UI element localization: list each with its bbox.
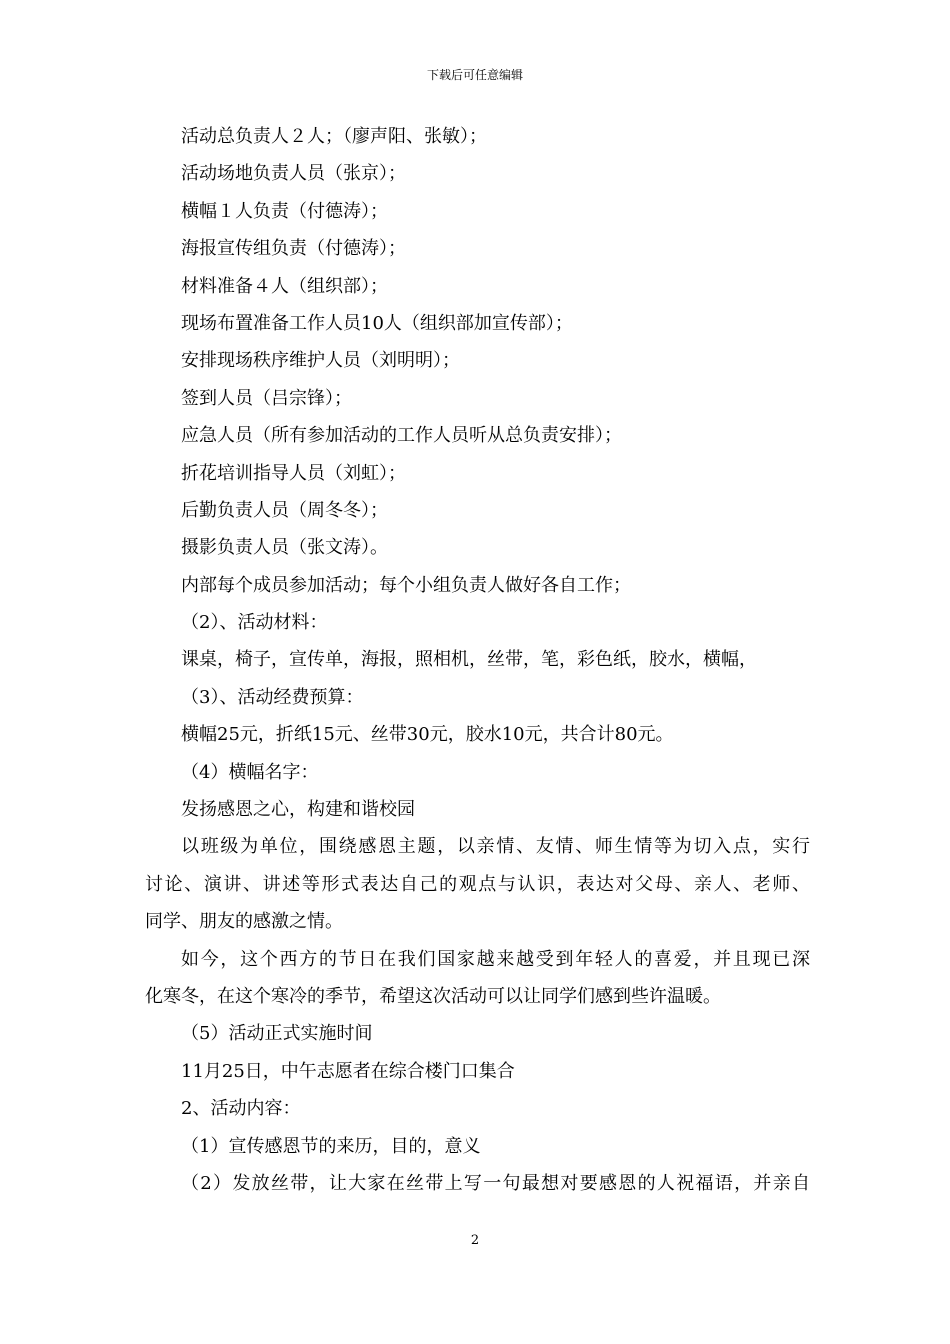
text-line: 活动总负责人２人；（廖声阳、张敏）；	[181, 126, 487, 147]
text-line: 海报宣传组负责（付德涛）；	[181, 238, 406, 260]
section-heading: （5）活动正式实施时间	[181, 1023, 373, 1045]
paragraph-line: 同学、朋友的感激之情。	[145, 911, 343, 933]
page-number: 2	[470, 1233, 480, 1248]
text-line: 活动场地负责人员（张京）；	[181, 163, 406, 185]
text-line: 发扬感恩之心，构建和谐校园	[181, 799, 415, 821]
paragraph-line: 以班级为单位，围绕感恩主题，以亲情、友情、师生情等为切入点，实行	[181, 836, 810, 858]
text-line: 应急人员（所有参加活动的工作人员听从总负责安排）；	[181, 425, 622, 447]
text-line: 横幅25元，折纸15元、丝带30元，胶水10元，共合计80元。	[181, 724, 674, 746]
text-line: 安排现场秩序维护人员（刘明明）；	[181, 350, 460, 372]
paragraph-line: 如今，这个西方的节日在我们国家越来越受到年轻人的喜爱，并且现已深	[181, 948, 810, 970]
paragraph-line: 化寒冬，在这个寒冷的季节，希望这次活动可以让同学们感到些许温暖。	[145, 985, 721, 1007]
document-body	[145, 118, 810, 1202]
paragraph-line: （2）发放丝带，让大家在丝带上写一句最想对要感恩的人祝福语，并亲自	[181, 1172, 810, 1194]
text-line: （1）宣传感恩节的来历，目的，意义	[181, 1135, 481, 1157]
section-heading: （4）横幅名字：	[181, 761, 319, 783]
section-heading: （2）、活动材料：	[181, 612, 328, 634]
text-line: 课桌，椅子，宣传单，海报，照相机，丝带，笔，彩色纸，胶水，横幅，	[181, 649, 757, 671]
text-line: 签到人员（吕宗锋）；	[181, 387, 352, 409]
text-line: 11月25日，中午志愿者在综合楼门口集合	[181, 1060, 515, 1082]
page-header: 下载后可任意编辑	[426, 68, 523, 82]
text-line: 后勤负责人员（周冬冬）；	[181, 499, 388, 521]
section-heading: 2、活动内容：	[181, 1098, 301, 1120]
text-line: 折花培训指导人员（刘虹）；	[181, 462, 406, 484]
text-line: 现场布置准备工作人员10人（组织部加宣传部）；	[181, 312, 573, 334]
text-line: 横幅１人负责（付德涛）；	[181, 200, 388, 222]
text-line: 内部每个成员参加活动；每个小组负责人做好各自工作；	[181, 574, 631, 596]
paragraph-line: 讨论、演讲、讲述等形式表达自己的观点与认识，表达对父母、亲人、老师、	[145, 873, 810, 895]
text-line: 材料准备４人（组织部）；	[181, 275, 388, 297]
section-heading: （3）、活动经费预算：	[181, 686, 364, 708]
text-line: 摄影负责人员（张文涛）。	[181, 537, 388, 559]
